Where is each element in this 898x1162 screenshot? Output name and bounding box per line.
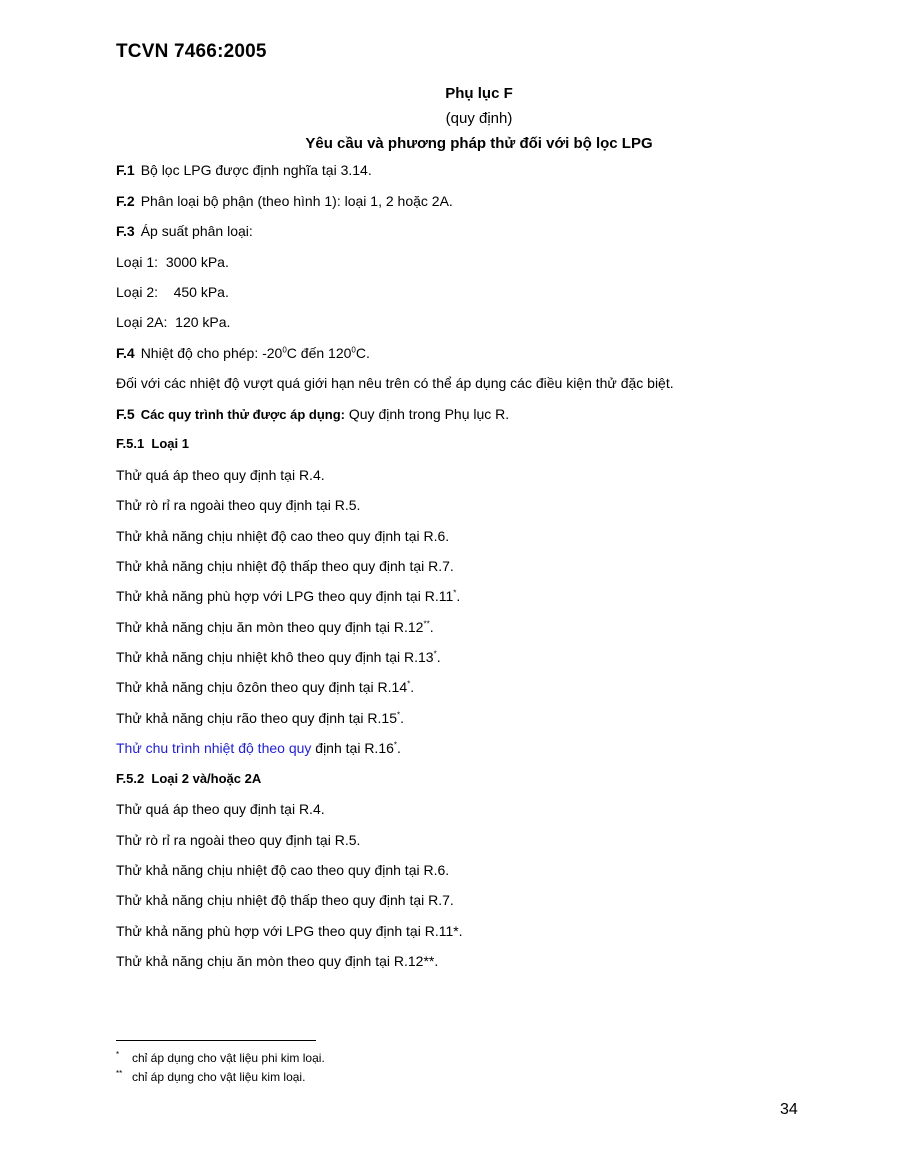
appendix-subtitle: Yêu cầu và phương pháp thử đối với bộ lọc LPG [305,135,653,152]
section-f2 [116,191,453,211]
section-text: Quy định trong Phụ lục R. [344,406,510,422]
footnote-mark: * [116,1050,120,1059]
list-item: Thử quá áp theo quy định tại R.4. [116,801,325,817]
section-f5 [116,404,509,425]
class-2a-pressure: Loại 2A: 120 kPa. [116,314,231,330]
footnote [116,1050,325,1065]
section-number: F.3 [116,223,135,239]
temp-text-a: Nhiệt độ cho phép: -20 [140,345,283,361]
section-text: Bộ lọc LPG được định nghĩa tại 3.14. [140,162,372,178]
footnote-text: chỉ áp dụng cho vật liệu kim loại. [132,1070,306,1084]
list-item: Thử khả năng chịu nhiệt độ cao theo quy định tại R.6. [116,528,450,544]
temp-sup-b: 0 [351,345,356,355]
appendix-title: Phụ lục F [445,85,513,102]
section-text: Áp suất phân loại: [140,223,253,239]
list-item: Thử chu trình nhiệt độ theo quy định tại R.16*. [116,740,401,756]
list-item: Thử rò rỉ ra ngoài theo quy định tại R.5. [116,497,361,513]
temp-text-b: C đến 120 [286,345,352,361]
section-number: F.5.2 [116,771,145,786]
section-number: F.4 [116,345,135,361]
list-item: Thử khả năng phù hợp với LPG theo quy định tại R.11*. [116,588,461,604]
footnote-text: chỉ áp dụng cho vật liệu phi kim loại. [132,1051,325,1065]
class-2-pressure: Loại 2: 450 kPa. [116,284,229,300]
appendix-type: (quy định) [445,110,513,127]
list-item: Thử khả năng chịu rão theo quy định tại R.15*. [116,710,405,726]
highlighted-text: Thử chu trình nhiệt độ theo quy [116,740,312,756]
list-item: Thử khả năng chịu ăn mòn theo quy định tại R.12**. [116,953,439,969]
list-item: Thử khả năng chịu ôzôn theo quy định tại R.14*. [116,679,415,695]
section-title: Loại 2 và/hoặc 2A [151,771,262,786]
class-1-pressure: Loại 1: 3000 kPa. [116,254,229,270]
list-item: Thử rò rỉ ra ngoài theo quy định tại R.5. [116,832,361,848]
footnote-mark: ** [116,1069,123,1078]
section-f5-2-heading [116,769,261,789]
section-number: F.2 [116,193,135,209]
list-item: Thử khả năng chịu nhiệt độ thấp theo quy định tại R.7. [116,558,454,574]
section-number: F.1 [116,162,135,178]
standard-code: TCVN 7466:2005 [116,41,267,62]
page-number: 34 [780,1101,798,1118]
temperature-note: Đối với các nhiệt độ vượt quá giới hạn nêu trên có thể áp dụng các điều kiện thử đặc biệt. [116,375,674,391]
list-item: Thử khả năng chịu nhiệt khô theo quy định tại R.13*. [116,649,441,665]
section-f3 [116,221,253,241]
section-title: Loại 1 [151,436,189,451]
list-item: Thử khả năng chịu ăn mòn theo quy định tại R.12**. [116,619,434,635]
list-item: Thử khả năng chịu nhiệt độ cao theo quy định tại R.6. [116,862,450,878]
section-number: F.5 [116,406,135,422]
section-number: F.5.1 [116,436,145,451]
section-text: Phân loại bộ phận (theo hình 1): loại 1, 2 hoặc 2A. [140,193,453,209]
temp-sup-a: 0 [282,345,287,355]
temp-text-c: C. [355,345,370,361]
footnote [116,1069,305,1084]
section-bold-text: Các quy trình thử được áp dụng: [140,407,345,422]
list-item: Thử quá áp theo quy định tại R.4. [116,467,325,483]
section-f1 [116,160,372,180]
list-item: Thử khả năng phù hợp với LPG theo quy định tại R.11*. [116,923,463,939]
section-f4 [116,343,370,363]
footnote-divider [116,1040,316,1041]
list-item: Thử khả năng chịu nhiệt độ thấp theo quy định tại R.7. [116,892,454,908]
section-f5-1-heading [116,434,189,454]
